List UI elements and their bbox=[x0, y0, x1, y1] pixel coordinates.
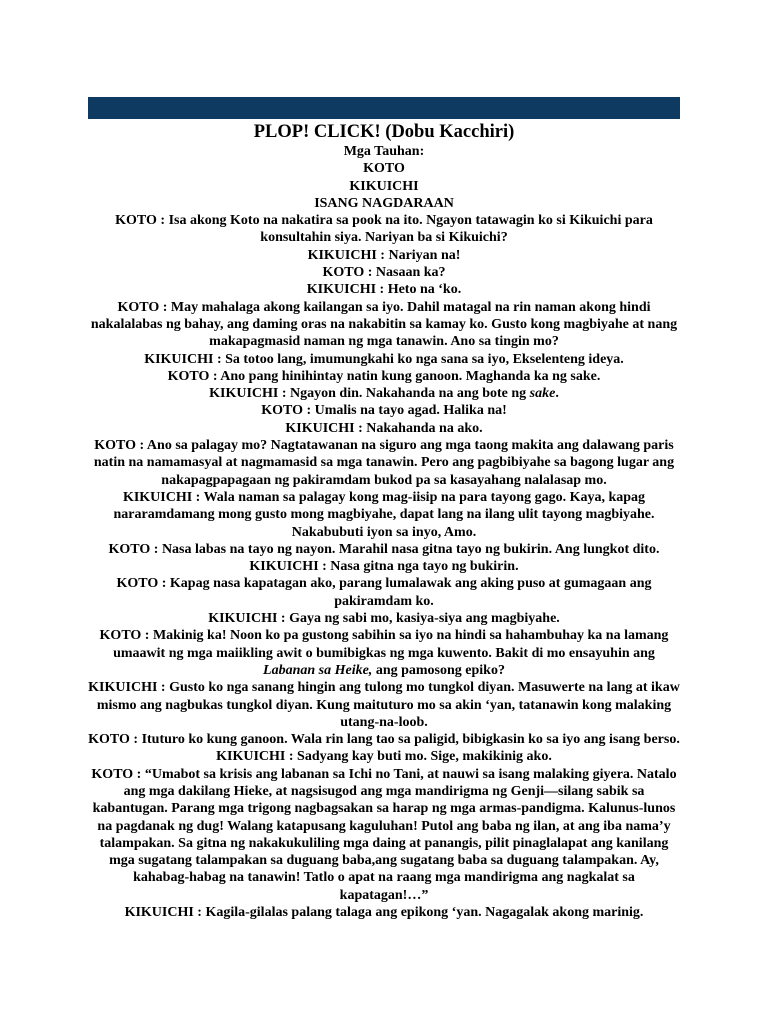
dialogue-line: KIKUICHI : Nakahanda na ako. bbox=[285, 420, 483, 436]
dialogue-line: KIKUICHI : Sa totoo lang, imumungkahi ko nga sana sa iyo, Ekselenteng ideya. bbox=[144, 351, 624, 367]
cast-heading: Mga Tauhan: bbox=[343, 144, 425, 159]
document-header-bar bbox=[88, 97, 680, 119]
dialogue-line: KIKUICHI : Wala naman sa palagay kong mag-iisip na para tayong gago. Kaya, kapag nararamdamang mong gusto mong magbiyahe, dapat lang na ilang ulit tayong magbiyahe. Nakabubuti iyon sa inyo, Amo. bbox=[113, 489, 655, 540]
dialogue-italic: Labanan sa Heike, bbox=[263, 662, 373, 678]
dialogue-text: KOTO : Makinig ka! Noon ko pa gustong sabihin sa iyo na hindi sa hahambuhay ka na lamang umaawit ng mga maiikling awit o bumibigkas ng mga kuwento. Bakit di mo ensayuhin ang bbox=[99, 628, 669, 661]
dialogue-line: KOTO : Ituturo ko kung ganoon. Wala rin lang tao sa paligid, bibigkasin ko sa iyo ang isang berso. bbox=[88, 732, 680, 748]
dialogue-text: ang pamosong epiko? bbox=[372, 662, 505, 678]
cast-passerby: ISANG NAGDARAAN bbox=[314, 195, 454, 211]
dialogue-line: KIKUICHI : Gaya ng sabi mo, kasiya-siya ang magbiyahe. bbox=[208, 611, 560, 627]
dialogue-line: KIKUICHI : Kagila-gilalas palang talaga ang epikong ‘yan. Nagagalak akong marinig. bbox=[124, 905, 644, 921]
dialogue-italic: sake bbox=[529, 386, 556, 402]
dialogue-text: . bbox=[555, 386, 559, 402]
dialogue-line bbox=[88, 627, 680, 679]
dialogue-line: KOTO : Ano sa palagay mo? Nagtatawanan na siguro ang mga taong makita ang dalawang paris natin na namamasyal at nagmamasid sa mga tanawin. Pero ang pagbibiyahe sa bagong lugar ang nakapagpapagaan ng pakiramdam bukod pa sa kasayahang nalalasap mo. bbox=[93, 438, 675, 488]
dialogue-line: KOTO : Kapag nasa kapatagan ako, parang lumalawak ang aking puso at gumagaan ang pakiramdam ko. bbox=[116, 576, 652, 609]
cast-kikuichi: KIKUICHI bbox=[349, 178, 419, 194]
dialogue-line: KOTO : May mahalaga akong kailangan sa iyo. Dahil matagal na rin naman akong hindi nakalalabas ng bahay, ang daming oras na nakabitin sa kamay ko. Gusto kong magbiyahe at nang makapagmasid naman ng mga tanawin. Ano sa tingin mo? bbox=[90, 299, 678, 350]
dialogue-line: KOTO : Isa akong Koto na nakatira sa pook na ito. Ngayon tatawagin ko si Kikuichi para konsultahin siya. Nariyan ba si Kikuichi? bbox=[115, 213, 653, 246]
dialogue-line: KOTO : Umalis na tayo agad. Halika na! bbox=[261, 403, 507, 419]
document-title: PLOP! CLICK! (Dobu Kacchiri) bbox=[253, 122, 515, 142]
dialogue-line: KOTO : Nasa labas na tayo ng nayon. Marahil nasa gitna tayo ng bukirin. Ang lungkot dito. bbox=[108, 541, 660, 557]
dialogue-line: KOTO : Nasaan ka? bbox=[322, 265, 446, 281]
dialogue-line: KIKUICHI : Gusto ko nga sanang hingin ang tulong mo tungkol diyan. Masuwerte na lang at ikaw mismo ang nagbukas tungkol diyan. Kung maituturo mo sa akin ‘yan, tatanawin kong malaking utang-na-loob. bbox=[88, 680, 680, 730]
cast-koto: KOTO bbox=[363, 161, 405, 177]
dialogue-line bbox=[88, 385, 680, 402]
dialogue-line: KIKUICHI : Heto na ‘ko. bbox=[306, 282, 462, 298]
dialogue-line: KIKUICHI : Nasa gitna nga tayo ng bukirin. bbox=[249, 559, 519, 575]
dialogue-line: KOTO : Ano pang hinihintay natin kung ganoon. Maghanda ka ng sake. bbox=[167, 368, 601, 384]
dialogue-line: KOTO : “Umabot sa krisis ang labanan sa Ichi no Tani, at nauwi sa isang malaking giyera. Natalo ang mga dakilang Hieke, at nagsisugod ang mga mandirigma ng Genji—silang sabik sa kabantugan. Parang mga trigong nagbagsakan sa harap ng mga armas-pandigma. Kalunus-lunos na pagdanak ng dug! Walang katapusang kaguluhan! Putol ang baba ng ilan, at ang iba nama’y talampakan. Sa gitna ng nakakukuliling mga daing at panangis, pilit pinaglalapat ang kanilang mga sugatang talampakan sa duguang baba,ang sugatang baba sa duguang talampakan. Ay, kahabag-habag na tanawin! Tatlo o apat na raang mga mandirigma ang nagkalat sa kapatagan!…” bbox=[91, 766, 677, 903]
dialogue-line: KIKUICHI : Sadyang kay buti mo. Sige, makikinig ako. bbox=[216, 749, 552, 765]
dialogue-text: KIKUICHI : Ngayon din. Nakahanda na ang bote ng bbox=[209, 386, 530, 402]
dialogue-line: KIKUICHI : Nariyan na! bbox=[307, 247, 461, 263]
document-page bbox=[88, 119, 680, 921]
